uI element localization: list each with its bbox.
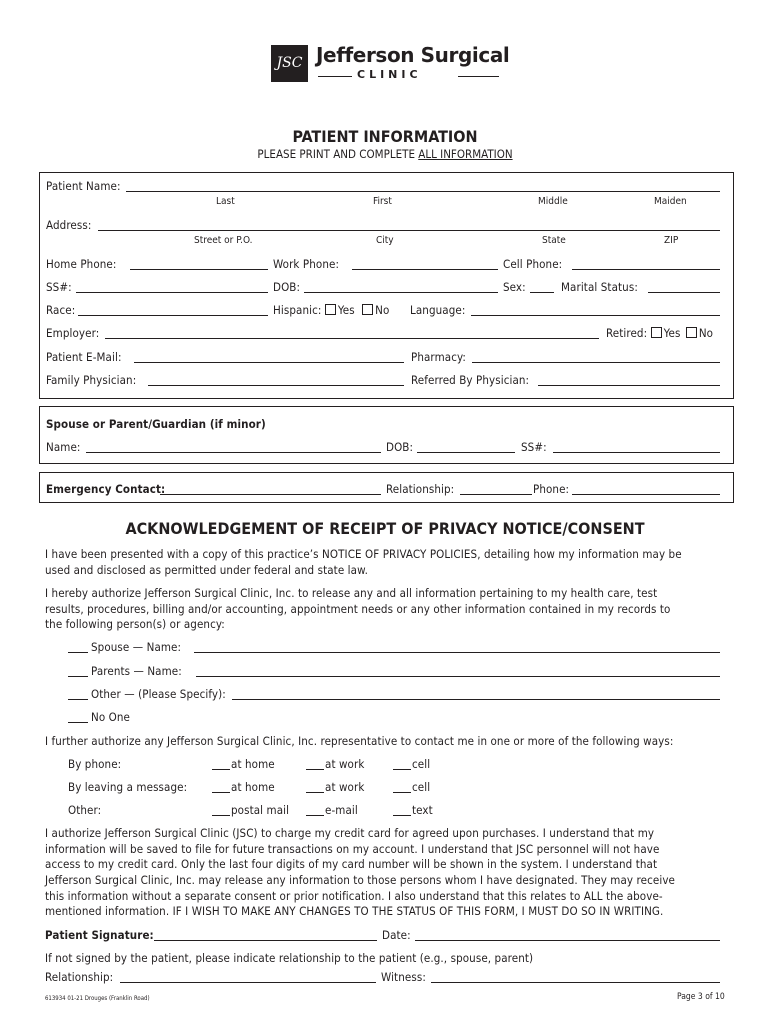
patient-name-field[interactable]	[126, 191, 720, 192]
emergency-phone-field[interactable]	[572, 494, 720, 495]
ack-p1-line1: I have been presented with a copy of this practice’s NOTICE OF PRIVACY POLICIES, detailing how my information may be	[45, 547, 682, 561]
retired-yes-label: Yes	[663, 326, 681, 340]
text-contact-label: text	[412, 803, 433, 817]
address-label: Address:	[46, 218, 92, 232]
emergency-relationship-field[interactable]	[460, 494, 532, 495]
patient-signature-label: Patient Signature:	[45, 928, 154, 942]
parents-option-name-field[interactable]	[196, 676, 720, 677]
ack-p4-line2: information will be saved to file for future transactions on my account. I understand that JSC personnel will not have	[45, 842, 660, 856]
relationship-label: Relationship:	[45, 970, 114, 984]
message-home-label: at home	[231, 780, 275, 794]
spouse-section	[39, 406, 734, 464]
race-field[interactable]	[78, 315, 268, 316]
retired-no-label: No	[698, 326, 714, 340]
message-cell-label: cell	[412, 780, 431, 794]
phone-cell-check[interactable]	[393, 769, 411, 770]
no-one-option-label: No One	[91, 710, 131, 724]
retired-no-checkbox[interactable]	[686, 327, 697, 338]
address-sub-city: City	[376, 235, 394, 246]
postal-mail-label: postal mail	[231, 803, 290, 817]
ack-p2-line3: the following person(s) or agency:	[45, 617, 225, 631]
family-physician-label: Family Physician:	[46, 373, 137, 387]
footer-form-code: 613934 01-21 Drouges (Franklin Road)	[45, 995, 150, 1002]
ack-p4-line4: Jefferson Surgical Clinic, Inc. may release any information to those persons whom I have designated. They may receive	[45, 873, 676, 887]
ss-field[interactable]	[76, 292, 268, 293]
phone-home-label: at home	[231, 757, 275, 771]
witness-field[interactable]	[431, 982, 720, 983]
sex-label: Sex:	[503, 280, 526, 294]
employer-field[interactable]	[105, 338, 599, 339]
pharmacy-field[interactable]	[472, 362, 720, 363]
cell-phone-label: Cell Phone:	[503, 257, 563, 271]
postal-mail-check[interactable]	[212, 815, 230, 816]
ack-p1-line2: used and disclosed as permitted under federal and state law.	[45, 563, 368, 577]
retired-group	[606, 326, 713, 340]
hispanic-no-checkbox[interactable]	[362, 304, 373, 315]
ack-heading: ACKNOWLEDGEMENT OF RECEIPT OF PRIVACY NOTICE/CONSENT	[125, 519, 645, 538]
spouse-option-label: Spouse — Name:	[91, 640, 182, 654]
name-sub-first: First	[373, 196, 392, 207]
subtitle-underlined: ALL INFORMATION	[418, 147, 513, 161]
email-field[interactable]	[134, 362, 404, 363]
cell-phone-field[interactable]	[572, 269, 720, 270]
ack-p4-line1: I authorize Jefferson Surgical Clinic (JSC) to charge my credit card for agreed upon purchases. I understand that my	[45, 826, 655, 840]
spouse-ss-field[interactable]	[553, 452, 720, 453]
spouse-heading: Spouse or Parent/Guardian (if minor)	[46, 417, 266, 431]
page-subtitle	[0, 147, 770, 161]
emergency-contact-field[interactable]	[160, 494, 381, 495]
ack-p2-line1: I hereby authorize Jefferson Surgical Clinic, Inc. to release any and all information pertaining to my health care, test	[45, 586, 658, 600]
text-check[interactable]	[393, 815, 411, 816]
phone-cell-label: cell	[412, 757, 431, 771]
race-label: Race:	[46, 303, 76, 317]
address-sub-zip: ZIP	[664, 235, 679, 246]
hispanic-no-label: No	[375, 303, 390, 317]
marital-status-label: Marital Status:	[561, 280, 638, 294]
hispanic-group	[273, 303, 389, 317]
language-label: Language:	[410, 303, 466, 317]
logo-name: Jefferson Surgical	[316, 43, 510, 67]
other-option-field[interactable]	[232, 699, 720, 700]
emergency-contact-label: Emergency Contact:	[46, 482, 166, 496]
email-check[interactable]	[306, 815, 324, 816]
spouse-option-name-field[interactable]	[194, 652, 720, 653]
logo-mark: JSC	[271, 45, 308, 82]
subtitle-text: PLEASE PRINT AND COMPLETE	[257, 147, 419, 161]
employer-label: Employer:	[46, 326, 100, 340]
work-phone-field[interactable]	[352, 269, 498, 270]
spouse-dob-field[interactable]	[417, 452, 515, 453]
email-contact-label: e-mail	[325, 803, 358, 817]
witness-label: Witness:	[381, 970, 426, 984]
other-option-check[interactable]	[68, 699, 88, 700]
hispanic-yes-checkbox[interactable]	[325, 304, 336, 315]
message-work-check[interactable]	[306, 792, 324, 793]
footer-page-number: Page 3 of 10	[677, 992, 725, 1002]
family-physician-field[interactable]	[148, 385, 404, 386]
signature-date-field[interactable]	[415, 940, 720, 941]
hispanic-yes-label: Yes	[337, 303, 355, 317]
spouse-name-field[interactable]	[86, 452, 381, 453]
message-cell-check[interactable]	[393, 792, 411, 793]
pharmacy-label: Pharmacy:	[411, 350, 466, 364]
address-field[interactable]	[98, 230, 720, 231]
ack-p3: I further authorize any Jefferson Surgical Clinic, Inc. representative to contact me in one or more of the following ways:	[45, 734, 674, 748]
emergency-relationship-label: Relationship:	[386, 482, 455, 496]
dob-field[interactable]	[304, 292, 498, 293]
referred-by-label: Referred By Physician:	[411, 373, 530, 387]
dob-label: DOB:	[273, 280, 301, 294]
not-signed-note: If not signed by the patient, please indicate relationship to the patient (e.g., spouse, parent)	[45, 951, 534, 965]
home-phone-field[interactable]	[130, 269, 268, 270]
clinic-logo	[271, 43, 510, 85]
message-home-check[interactable]	[212, 792, 230, 793]
address-sub-state: State	[542, 235, 566, 246]
relationship-field[interactable]	[120, 982, 376, 983]
ack-p4-line3: access to my credit card. Only the last four digits of my card number will be shown in the system. I understand that	[45, 857, 658, 871]
marital-status-field[interactable]	[648, 292, 720, 293]
phone-home-check[interactable]	[212, 769, 230, 770]
parents-option-check[interactable]	[68, 676, 88, 677]
other-contact-label: Other:	[68, 803, 102, 817]
spouse-dob-label: DOB:	[386, 440, 414, 454]
retired-yes-checkbox[interactable]	[651, 327, 662, 338]
spouse-name-label: Name:	[46, 440, 81, 454]
sex-field[interactable]	[530, 292, 554, 293]
ack-p4-line6: mentioned information. IF I WISH TO MAKE ANY CHANGES TO THE STATUS OF THIS FORM, I MUST DO SO IN WRITING.	[45, 904, 664, 918]
retired-label: Retired:	[606, 326, 648, 340]
language-field[interactable]	[471, 315, 720, 316]
patient-name-label: Patient Name:	[46, 179, 121, 193]
name-sub-middle: Middle	[538, 196, 568, 207]
patient-signature-field[interactable]	[154, 940, 377, 941]
no-one-option-check[interactable]	[68, 722, 88, 723]
name-sub-maiden: Maiden	[654, 196, 687, 207]
email-label: Patient E-Mail:	[46, 350, 122, 364]
referred-by-field[interactable]	[538, 385, 720, 386]
spouse-ss-label: SS#:	[521, 440, 547, 454]
by-phone-label: By phone:	[68, 757, 122, 771]
ss-label: SS#:	[46, 280, 72, 294]
other-option-label: Other — (Please Specify):	[91, 687, 226, 701]
by-message-label: By leaving a message:	[68, 780, 188, 794]
phone-work-check[interactable]	[306, 769, 324, 770]
message-work-label: at work	[325, 780, 365, 794]
phone-work-label: at work	[325, 757, 365, 771]
spouse-option-check[interactable]	[68, 652, 88, 653]
address-sub-street: Street or P.O.	[194, 235, 253, 246]
parents-option-label: Parents — Name:	[91, 664, 182, 678]
logo-sub: CLINIC	[357, 68, 422, 81]
name-sub-last: Last	[216, 196, 235, 207]
page-title: PATIENT INFORMATION	[292, 127, 478, 146]
work-phone-label: Work Phone:	[273, 257, 340, 271]
emergency-phone-label: Phone:	[533, 482, 570, 496]
ack-p4-line5: this information without a separate consent or prior notification. I also understand that this relates to ALL the above-	[45, 889, 663, 903]
ack-p2-line2: results, procedures, billing and/or accounting, appointment needs or any other information contained in my records to	[45, 602, 671, 616]
home-phone-label: Home Phone:	[46, 257, 117, 271]
signature-date-label: Date:	[382, 928, 411, 942]
hispanic-label: Hispanic:	[273, 303, 322, 317]
